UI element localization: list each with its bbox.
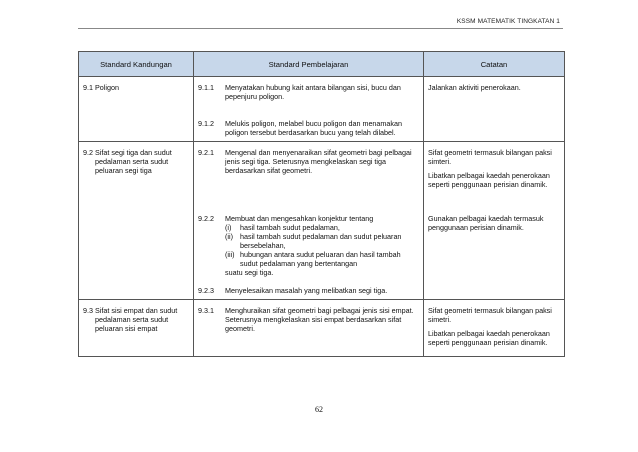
standard-pembelajaran-cell (194, 214, 424, 286)
pembelajaran-number: 9.2.2 (198, 214, 214, 223)
column-header-catatan: Catatan (424, 52, 565, 77)
document-header: KSSM MATEMATIK TINGKATAN 1 (456, 18, 560, 25)
standard-pembelajaran-cell (194, 142, 424, 215)
standard-kandungan-cell (79, 142, 194, 300)
pembelajaran-text: Melukis poligon, melabel bucu poligon dan menamakan poligon tersebut berdasarkan bucu yang telah dilabel. (225, 119, 403, 137)
pembelajaran-number: 9.1.2 (198, 119, 214, 128)
page-number: 62 (315, 405, 323, 414)
catatan-note: Sifat geometri termasuk bilangan paksi simetri. (428, 306, 552, 324)
pembelajaran-text: Mengenal dan menyenaraikan sifat geometri bagi pelbagai jenis segi tiga. Seterusnya mengkelaskan segi tiga berdasarkan sifat geometri. (225, 148, 412, 175)
sub-item-numeral: (ii) (225, 232, 233, 241)
kandungan-text: Poligon (95, 83, 119, 92)
table-row (79, 77, 565, 120)
sub-item-text: hasil tambah sudut pedalaman dan sudut peluaran bersebelahan, (240, 232, 402, 250)
table-header-row (79, 52, 565, 77)
kandungan-text: Sifat segi tiga dan sudut pedalaman serta sudut peluaran segi tiga (95, 148, 172, 175)
catatan-cell (424, 214, 565, 300)
syllabus-table (78, 51, 565, 357)
sub-item-numeral: (i) (225, 223, 232, 232)
kandungan-number: 9.3 (83, 306, 93, 315)
pembelajaran-text: Menyatakan hubung kait antara bilangan sisi, bucu dan pepenjuru poligon. (225, 83, 401, 101)
table-row (79, 142, 565, 215)
catatan-note: Libatkan pelbagai kaedah penerokaan seperti penggunaan perisian dinamik. (428, 329, 550, 347)
catatan-note: Gunakan pelbagai kaedah termasuk penggunaan perisian dinamik. (428, 214, 544, 232)
standard-pembelajaran-cell (194, 300, 424, 357)
kandungan-number: 9.2 (83, 148, 93, 157)
standard-kandungan-cell (79, 77, 194, 142)
sub-item (225, 232, 419, 250)
sub-item-text: hasil tambah sudut pedalaman, (240, 223, 340, 232)
sub-item (225, 223, 419, 232)
pembelajaran-tail-text: suatu segi tiga. (225, 268, 274, 277)
standard-kandungan-cell (79, 300, 194, 357)
catatan-cell (424, 300, 565, 357)
pembelajaran-number: 9.1.1 (198, 83, 214, 92)
kandungan-number: 9.1 (83, 83, 93, 92)
sub-item-numeral: (iii) (225, 250, 235, 259)
pembelajaran-number: 9.2.1 (198, 148, 214, 157)
catatan-cell (424, 77, 565, 142)
standard-pembelajaran-cell (194, 119, 424, 142)
catatan-note: Libatkan pelbagai kaedah penerokaan seperti penggunaan perisian dinamik. (428, 171, 550, 189)
column-header-standard-pembelajaran: Standard Pembelajaran (194, 52, 424, 77)
sub-item-text: hubungan antara sudut peluaran dan hasil tambah sudut pedalaman yang bertentangan (240, 250, 401, 268)
catatan-cell (424, 142, 565, 215)
standard-pembelajaran-cell (194, 77, 424, 120)
header-rule (78, 28, 563, 29)
pembelajaran-text: Menyelesaikan masalah yang melibatkan segi tiga. (225, 286, 388, 295)
table-row (79, 300, 565, 357)
kandungan-text: Sifat sisi empat dan sudut pedalaman serta sudut peluaran sisi empat (95, 306, 178, 333)
sub-item (225, 250, 419, 268)
pembelajaran-number: 9.3.1 (198, 306, 214, 315)
catatan-note: Sifat geometri termasuk bilangan paksi simteri. (428, 148, 552, 166)
pembelajaran-text: Membuat dan mengesahkan konjektur tentang (225, 214, 374, 223)
pembelajaran-number: 9.2.3 (198, 286, 214, 295)
catatan-note: Jalankan aktiviti penerokaan. (428, 83, 521, 92)
pembelajaran-text: Menghuraikan sifat geometri bagi pelbagai jenis sisi empat. Seterusnya mengkelaskan sisi empat berdasarkan sifat geometri. (225, 306, 414, 333)
column-header-standard-kandungan: Standard Kandungan (79, 52, 194, 77)
standard-pembelajaran-cell (194, 286, 424, 300)
